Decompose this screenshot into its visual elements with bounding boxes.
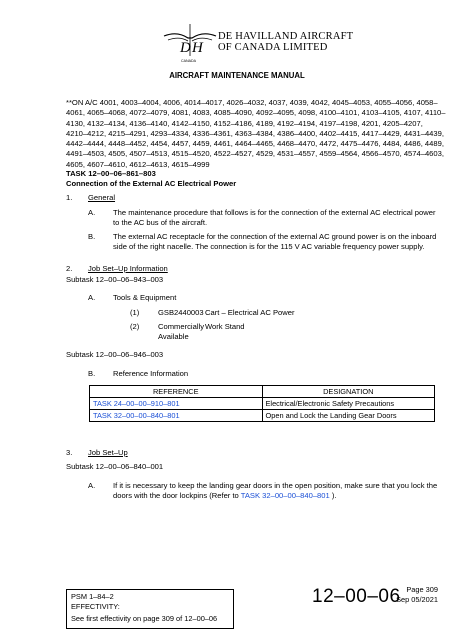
svg-text:D: D [180, 40, 191, 56]
reference-cell[interactable] [90, 410, 263, 422]
task-link-32[interactable]: TASK 32–00–00–840–801 [93, 410, 180, 420]
section-3-item-a-text-before: If it is necessary to keep the landing gear doors in the open position, make sure that you lock the doors with the door lockpins (Refer to [113, 481, 438, 501]
reference-cell[interactable] [90, 398, 263, 410]
reference-table-header [90, 386, 435, 398]
tool-1-number: (1) [130, 308, 140, 317]
reference-letter: B. [88, 369, 96, 378]
section-1-item-a-letter: A. [88, 208, 96, 217]
tool-1-part: GSB2440003 [158, 308, 204, 317]
section-1-number: 1. [66, 193, 73, 202]
designation-column-header: DESIGNATION [262, 386, 435, 398]
section-3-item-a-letter: A. [88, 481, 96, 490]
company-name [218, 31, 353, 53]
tools-letter: A. [88, 293, 96, 302]
section-3-number: 3. [66, 448, 73, 457]
page-code: 12–00–06 [312, 586, 401, 607]
section-3-heading: Job Set–Up [88, 448, 128, 457]
tool-2-part: Commercially Available [158, 322, 204, 342]
tool-2-description: Work Stand [205, 322, 245, 331]
svg-text:H: H [192, 40, 203, 56]
page-date: Sep 05/2021 [396, 595, 438, 604]
table-row [90, 410, 435, 422]
page-number: Page 309 [406, 585, 438, 594]
section-3-item-a-text-after: ). [329, 491, 337, 501]
subtask-840: Subtask 12–00–06–840–001 [66, 462, 164, 471]
tool-1-description: Cart – Electrical AC Power [205, 308, 295, 317]
reference-heading: Reference Information [113, 369, 189, 378]
task-title: Connection of the External AC Electrical Power [66, 179, 237, 188]
section-1-item-b-letter: B. [88, 232, 96, 241]
company-name-line2: OF CANADA LIMITED [218, 42, 328, 53]
section-3-item-a-text [113, 481, 438, 501]
manual-title: AIRCRAFT MAINTENANCE MANUAL [169, 71, 305, 80]
task-link-32-inline[interactable]: TASK 32–00–00–840–801 [240, 491, 330, 501]
company-logo [160, 16, 390, 66]
footer-effectivity-label: EFFECTIVITY: [71, 602, 120, 611]
section-2-number: 2. [66, 264, 73, 273]
dhc-logo-icon [160, 16, 220, 66]
section-1-heading: General [88, 193, 116, 202]
svg-text:CANADA: CANADA [181, 59, 196, 63]
table-row [90, 398, 435, 410]
designation-cell: Electrical/Electronic Safety Precautions [262, 398, 435, 410]
section-1-item-a-text: The maintenance procedure that follows is for the connection of the external AC electrical power to the AC bus of the aircraft. [113, 208, 436, 228]
tools-heading: Tools & Equipment [113, 293, 177, 302]
reference-table [89, 385, 435, 422]
section-2-heading: Job Set–Up Information [88, 264, 168, 273]
section-1-item-b-text: The external AC receptacle for the connection of the external AC ground power is on the inboard side of the right nacelle. The connection is for the 115 V AC variable frequency power supply. [113, 232, 437, 252]
company-name-line1: DE HAVILLAND AIRCRAFT [218, 31, 354, 42]
designation-cell: Open and Lock the Landing Gear Doors [262, 410, 435, 422]
footer-effectivity-box [66, 589, 234, 629]
subtask-943: Subtask 12–00–06–943–003 [66, 275, 164, 284]
task-link-24[interactable]: TASK 24–00–00–910–801 [93, 398, 180, 408]
reference-column-header: REFERENCE [90, 386, 263, 398]
footer-effectivity-note: See first effectivity on page 309 of 12–00–06 [71, 614, 218, 623]
subtask-946: Subtask 12–00–06–946–003 [66, 350, 164, 359]
task-id: TASK 12–00–06–861–803 [66, 169, 156, 178]
footer-psm: PSM 1–84–2 [71, 592, 114, 601]
tool-2-number: (2) [130, 322, 140, 331]
effectivity-list: **ON A/C 4001, 4003–4004, 4006, 4014–4017, 4026–4032, 4037, 4039, 4042, 4045–4053, 4055–4056, 4058–4061, 4065–4068, 4072–4079, 4081, 4083, 4085–4090, 4092–4095, 4098, 4100–4101, 4103–4105, 4107, 4110–4130, 4132–4134, 4136–4140, 4142–4150, 4152–4186, 4189, 4192–4194, 4197–4198, 4201, 4205–4207, 4210–4212, 4215–4291, 4293–4334, 4336–4361, 4363–4384, 4386–4400, 4402–4415, 4417–4429, 4431–4439, 4442–4444, 4448–4452, 4454, 4457, 4459, 4461, 4464–4465, 4468–4470, 4472, 4475–4476, 4484, 4486, 4489, 4491–4503, 4505, 4507–4513, 4515–4520, 4522–4527, 4529, 4531–4557, 4559–4564, 4566–4570, 4574–4603, 4605, 4607–4610, 4612–4613, 4615–4999 [66, 98, 446, 169]
